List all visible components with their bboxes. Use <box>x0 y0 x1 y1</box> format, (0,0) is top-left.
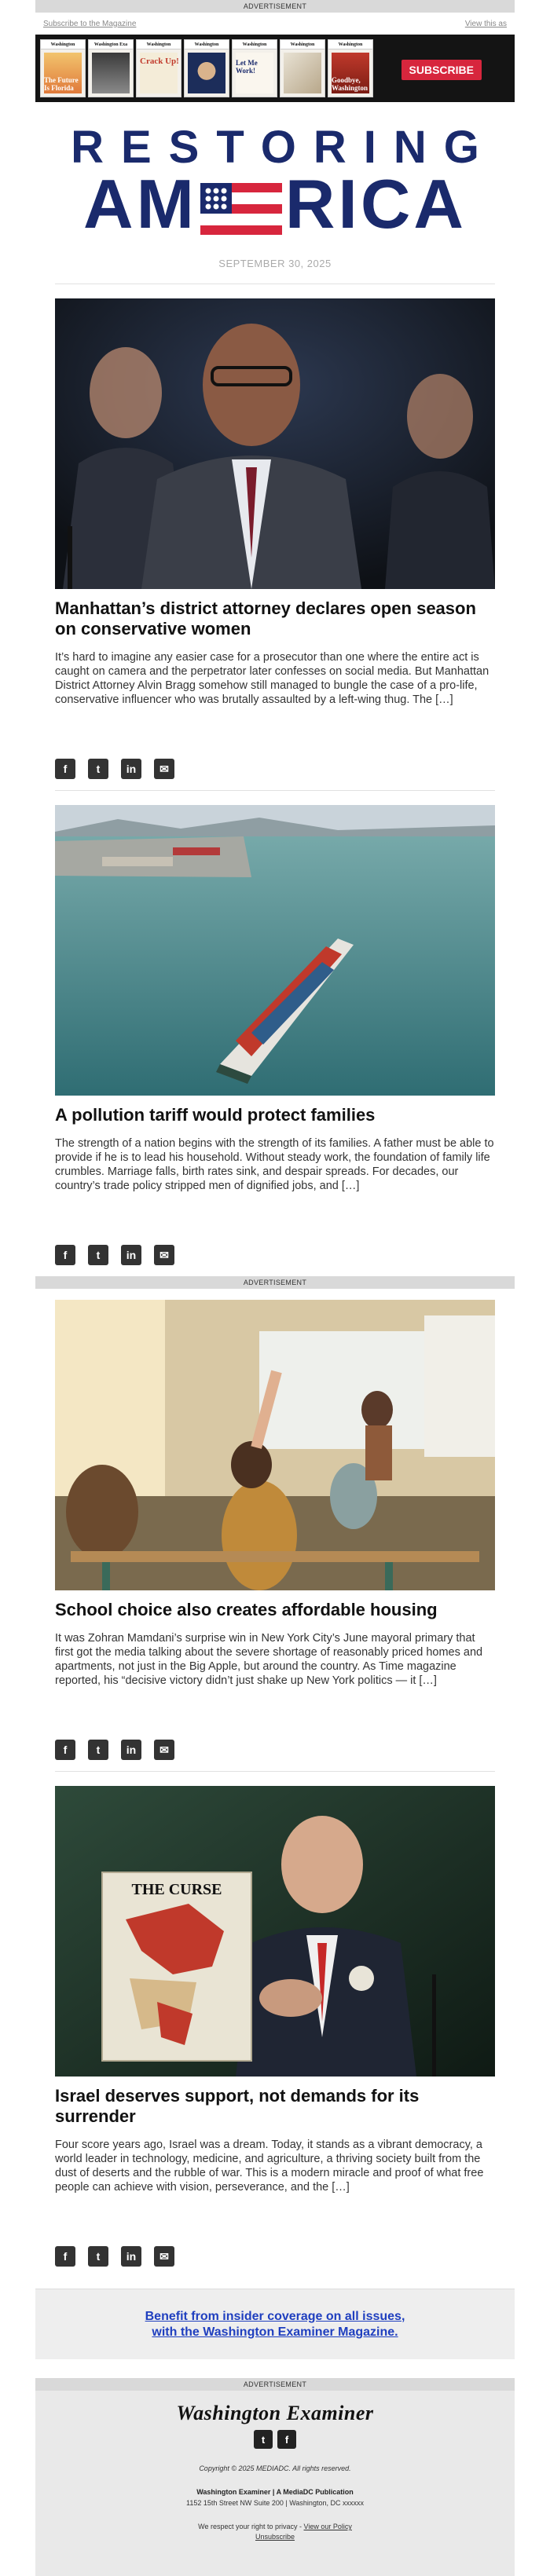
article-photo[interactable] <box>55 805 495 1096</box>
article-headline[interactable]: A pollution tariff would protect families <box>55 1105 376 1125</box>
divider <box>55 1771 495 1772</box>
magazine-cover <box>88 39 134 97</box>
article-card <box>55 1786 495 2267</box>
company-name: Washington Examiner | A MediaDC Publication <box>196 2488 354 2496</box>
magazine-cover <box>328 39 373 97</box>
washington-examiner-logo[interactable]: Washington Examiner <box>176 2402 374 2424</box>
email-icon[interactable]: ✉ <box>154 2246 174 2267</box>
magazine-ad-banner[interactable] <box>35 35 515 102</box>
facebook-icon[interactable]: f <box>55 759 75 779</box>
subscribe-magazine-link[interactable]: Subscribe to the Magazine <box>43 19 137 28</box>
promo-link-line2[interactable]: with the Washington Examiner Magazine. <box>152 2325 398 2339</box>
advertisement-label: ADVERTISEMENT <box>35 1276 515 1289</box>
share-bar <box>55 1740 495 1760</box>
article-photo[interactable] <box>55 1300 495 1590</box>
privacy-policy-link[interactable]: View our Policy <box>303 2523 352 2530</box>
issue-date: SEPTEMBER 30, 2025 <box>218 258 332 269</box>
logo-line-america <box>35 165 515 243</box>
restoring-america-logo <box>35 102 515 243</box>
linkedin-icon[interactable]: in <box>121 1740 141 1760</box>
flag-e-icon <box>200 178 282 230</box>
facebook-icon[interactable]: f <box>277 2430 296 2449</box>
privacy-text: We respect your right to privacy - <box>198 2523 304 2530</box>
facebook-icon[interactable]: f <box>55 1740 75 1760</box>
magazine-cover <box>136 39 182 97</box>
twitter-icon[interactable]: t <box>254 2430 273 2449</box>
advertisement-label: ADVERTISEMENT <box>35 2378 515 2391</box>
logo-rica: RICA <box>284 165 467 243</box>
email-icon[interactable]: ✉ <box>154 1245 174 1265</box>
magazine-cover <box>232 39 277 97</box>
top-links <box>35 13 515 35</box>
article-photo[interactable] <box>55 298 495 589</box>
logo-line-restoring: RESTORING <box>71 122 497 173</box>
share-bar <box>55 759 495 779</box>
share-bar <box>55 2246 495 2267</box>
article-excerpt: It’s hard to imagine any easier case for a prosecutor than one where the entire act is caught on camera and the perpetrator later confesses on social media. But Manhattan District Attorney Alvin Bragg somehow still managed to bungle the case of a pro-life, conservative influencer who was brutally assaulted by a left-wing thug. The […] <box>55 651 490 706</box>
divider <box>55 790 495 791</box>
cover-headline: The Future Is Florida <box>44 76 79 92</box>
cover-masthead: Washington <box>41 40 85 49</box>
article-card <box>55 1300 495 1760</box>
footer-social <box>35 2430 515 2449</box>
article-excerpt: Four score years ago, Israel was a dream. Today, it stands as a vibrant democracy, a world leader in technology, medicine, and agriculture, a thriving society built from the dust of deserts and the rubble of war. This is a modern miracle and proof of what free people can achieve with vision, perseverance, and the […] <box>55 2139 484 2194</box>
article-headline[interactable]: Israel deserves support, not demands for its surrender <box>55 2086 420 2126</box>
privacy-notice <box>35 2523 515 2530</box>
twitter-icon[interactable]: t <box>88 1245 108 1265</box>
cover-masthead: Washington <box>233 40 277 49</box>
cover-masthead: Washington <box>328 40 372 49</box>
cover-masthead: Washington <box>280 40 324 49</box>
article-headline[interactable]: Manhattan’s district attorney declares open season on conservative women <box>55 598 476 639</box>
article-photo[interactable] <box>55 1786 495 2077</box>
linkedin-icon[interactable]: in <box>121 1245 141 1265</box>
facebook-icon[interactable]: f <box>55 1245 75 1265</box>
unsubscribe-link[interactable]: Unsubscribe <box>255 2533 295 2541</box>
advertisement-label: ADVERTISEMENT <box>35 0 515 13</box>
view-web-link[interactable]: View this as <box>464 19 507 28</box>
cover-headline: Let Me Work! <box>236 59 258 75</box>
magazine-covers <box>40 39 373 97</box>
footer <box>35 2391 515 2576</box>
article-excerpt: The strength of a nation begins with the strength of its families. A father must be able to provide if he is to lead his household. Without steady work, the foundation of family life crumbles. Marriage falls, birth rates sink, and despair spreads. For decades, our country’s trade policy stripped men of dignified jobs, and […] <box>55 1137 494 1192</box>
magazine-cover <box>184 39 229 97</box>
cover-masthead: Washington <box>185 40 229 49</box>
magazine-promo <box>35 2289 515 2359</box>
subscribe-button[interactable]: SUBSCRIBE <box>402 60 482 80</box>
article-headline[interactable]: School choice also creates affordable housing <box>55 1600 438 1619</box>
cover-masthead: Washington Exa <box>89 40 133 49</box>
facebook-icon[interactable]: f <box>55 2246 75 2267</box>
promo-link-line1[interactable]: Benefit from insider coverage on all issues, <box>145 2309 405 2323</box>
cover-headline: Goodbye, Washington <box>332 76 368 92</box>
linkedin-icon[interactable]: in <box>121 759 141 779</box>
article-card <box>55 298 495 779</box>
cover-headline: Crack Up! <box>140 57 179 66</box>
company-address: 1152 15th Street NW Suite 200 | Washington, DC xxxxxx <box>186 2499 364 2507</box>
copyright: Copyright © 2025 MEDIADC. All rights reserved. <box>199 2464 351 2472</box>
twitter-icon[interactable]: t <box>88 2246 108 2267</box>
email-header <box>35 13 515 284</box>
magazine-cover <box>280 39 325 97</box>
twitter-icon[interactable]: t <box>88 1740 108 1760</box>
email-icon[interactable]: ✉ <box>154 759 174 779</box>
twitter-icon[interactable]: t <box>88 759 108 779</box>
email-icon[interactable]: ✉ <box>154 1740 174 1760</box>
article-excerpt: It was Zohran Mamdani’s surprise win in New York City’s June mayoral primary that first got the media talking about the severe shortage of reasonably priced homes and apartments, not just in the Big Apple, but around the country. As Time magazine reported, his “decisive victory didn’t just shake up New York politics — it […] <box>55 1632 483 1687</box>
article-card <box>55 805 495 1265</box>
sign-title: THE CURSE <box>131 1881 222 1898</box>
logo-am: AM <box>83 165 197 243</box>
linkedin-icon[interactable]: in <box>121 2246 141 2267</box>
cover-masthead: Washington <box>137 40 181 49</box>
magazine-cover <box>40 39 86 97</box>
share-bar <box>55 1245 495 1265</box>
